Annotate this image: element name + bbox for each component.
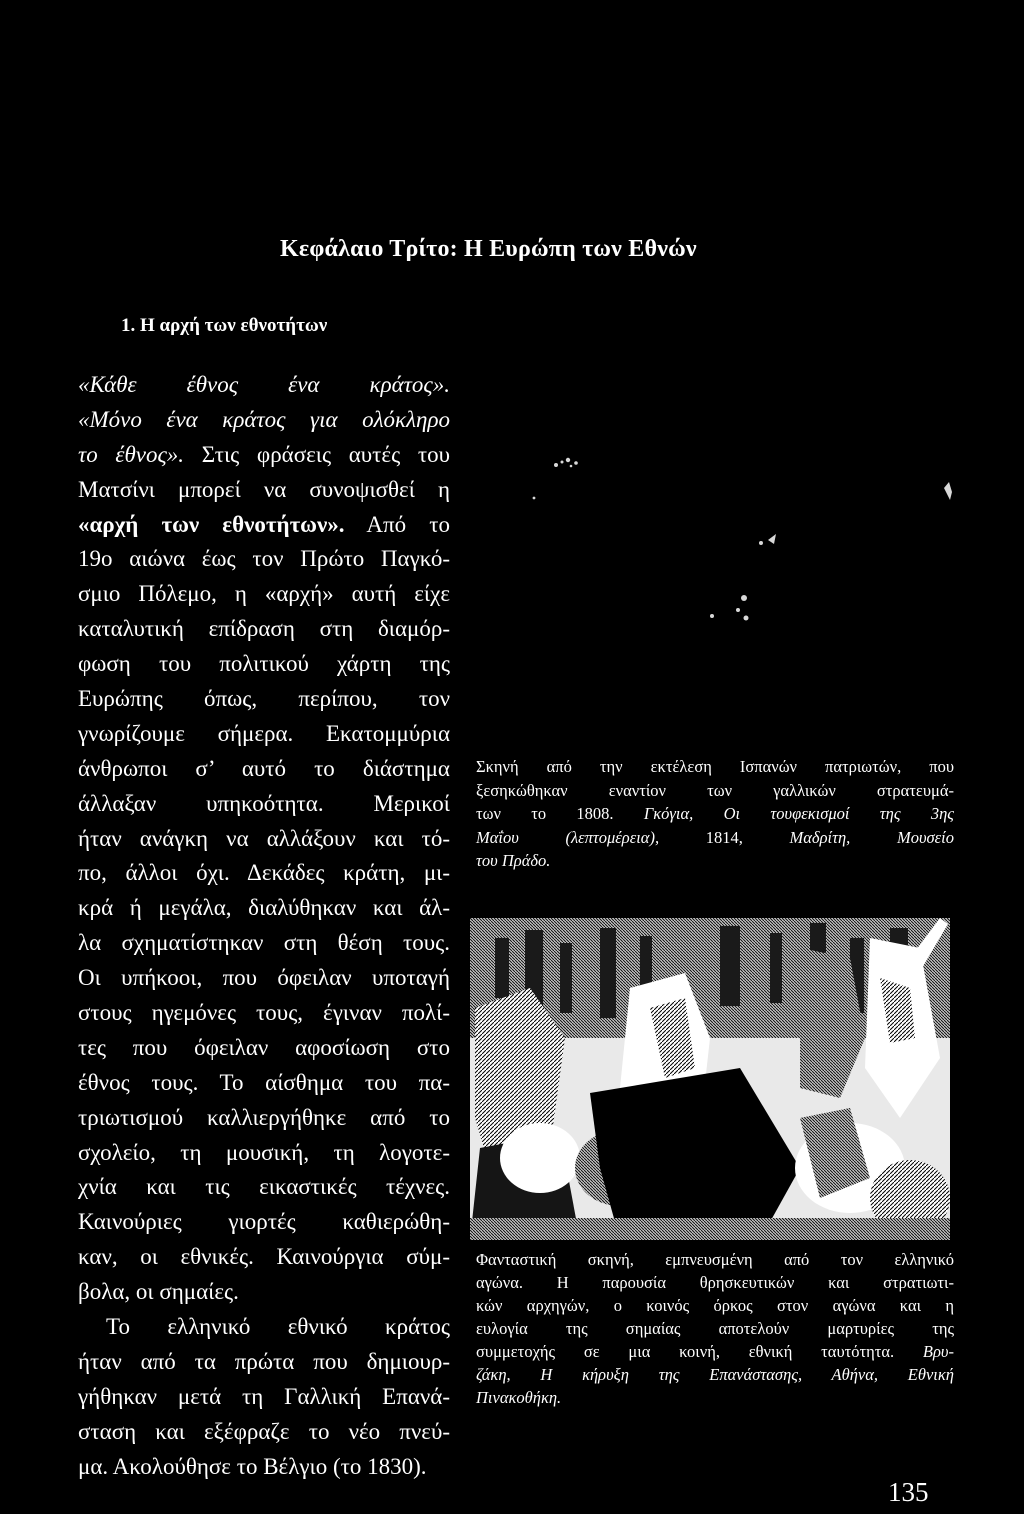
goya-painting-image xyxy=(476,430,954,730)
text-line: ήταν ανάγκη να αλλάξουν και τό- xyxy=(78,825,450,851)
text-line: σχολείο, τη μουσική, τη λογοτε- xyxy=(78,1139,450,1165)
text-line: άνθρωποι σ’ αυτό το διάστημα xyxy=(78,755,450,781)
vryzakis-painting-image xyxy=(470,918,950,1240)
chapter-header: Κεφάλαιο Τρίτο: Η Ευρώπη των Εθνών xyxy=(280,236,697,262)
caption-line: ευλογία της σημαίας αποτελούν μαρτυρίες της xyxy=(476,1319,954,1338)
text-line: 19ο αιώνα έως τον Πρώτο Παγκό- xyxy=(78,546,450,572)
caption-line: ζάκη, Η κήρυξη της Επανάστασης, Αθήνα, Εθνική xyxy=(476,1365,954,1384)
text-line: πο, άλλοι όχι. Δεκάδες κράτη, μι- xyxy=(78,860,450,886)
text-line: χνία και τις εικαστικές τέχνες. xyxy=(78,1174,450,1200)
text-line: κρά ή μεγάλα, διαλύθηκαν και άλ- xyxy=(78,895,450,921)
text-line: «Μόνο ένα κράτος για ολόκληρο xyxy=(78,406,450,432)
text-line: γνωρίζουμε σήμερα. Εκατομμύρια xyxy=(78,720,450,746)
text-line: καταλυτική επίδραση στη διαμόρ- xyxy=(78,616,450,642)
text-line: καν, οι εθνικές. Καινούργια σύμ- xyxy=(78,1244,450,1270)
text-line: στους ηγεμόνες τους, έγιναν πολί- xyxy=(78,1000,450,1026)
text-line: τες που όφειλαν αφοσίωση στο xyxy=(78,1034,450,1060)
page-number: 135 xyxy=(888,1477,929,1507)
text-line: σμιο Πόλεμο, η «αρχή» αυτή είχε xyxy=(78,581,450,607)
text-line: λα σχηματίστηκαν στη θέση τους. xyxy=(78,930,450,956)
caption-line: Φανταστική σκηνή, εμπνευσμένη από τον ελληνικό xyxy=(476,1250,954,1269)
revolution-painting xyxy=(470,918,950,1240)
section-title: 1. Η αρχή των εθνοτήτων xyxy=(121,315,328,336)
text-line: φωση του πολιτικού χάρτη της xyxy=(78,651,450,677)
text-line: Ματσίνι μπορεί να συνοψισθεί η xyxy=(78,476,450,502)
text-line: Το ελληνικό εθνικό κράτος xyxy=(106,1314,450,1340)
text-line: βολα, οι σημαίες. xyxy=(78,1279,239,1305)
caption-line: κών αρχηγών, ο κοινός όρκος στον αγώνα και η xyxy=(476,1296,954,1315)
caption-line: Μαΐου (λεπτομέρεια), 1814, Μαδρίτη, Μουσείο xyxy=(476,827,954,847)
painting-detail xyxy=(476,430,954,730)
caption-line: συμμετοχής σε μια κοινή, εθνική ταυτότητα. Βρυ- xyxy=(476,1342,954,1361)
caption-line: ξεσηκώθηκαν εναντίον των γαλλικών στρατευμά- xyxy=(476,780,954,800)
caption-line: αγώνα. Η παρουσία θρησκευτικών και στρατιωτι- xyxy=(476,1273,954,1292)
caption-line: Πινακοθήκη. xyxy=(476,1388,562,1407)
caption-vryzakis xyxy=(476,1248,954,1409)
caption-line: Σκηνή από την εκτέλεση Ισπανών πατριωτών, που xyxy=(476,757,954,776)
text-line: Ευρώπης όπως, περίπου, τον xyxy=(78,686,450,712)
text-line: ήταν από τα πρώτα που δημιουρ- xyxy=(78,1348,450,1374)
text-line: Καινούριες γιορτές καθιερώθη- xyxy=(78,1209,450,1235)
main-text xyxy=(78,368,450,1485)
text-line: Οι υπήκοοι, που όφειλαν υποταγή xyxy=(78,965,450,991)
caption-line: του Πράδο. xyxy=(476,851,551,870)
caption-goya xyxy=(476,755,954,873)
text-line: σταση και εξέφραζε το νέο πνεύ- xyxy=(78,1418,450,1444)
text-line: «αρχή των εθνοτήτων». Από το xyxy=(78,511,450,537)
caption-line: των το 1808. Γκόγια, Οι τουφεκισμοί της 3ης xyxy=(476,804,954,823)
text-line: άλλαξαν υπηκοότητα. Μερικοί xyxy=(78,790,450,816)
text-line: τριωτισμού καλλιεργήθηκε από το xyxy=(78,1104,450,1130)
text-line: μα. Ακολούθησε το Βέλγιο (το 1830). xyxy=(78,1453,427,1479)
text-line: «Κάθε έθνος ένα κράτος». xyxy=(78,372,450,397)
text-line: γήθηκαν μετά τη Γαλλική Επανά- xyxy=(78,1383,450,1409)
text-line: το έθνος». Στις φράσεις αυτές του xyxy=(78,441,450,467)
text-line: έθνος τους. Το αίσθημα του πα- xyxy=(78,1069,450,1095)
